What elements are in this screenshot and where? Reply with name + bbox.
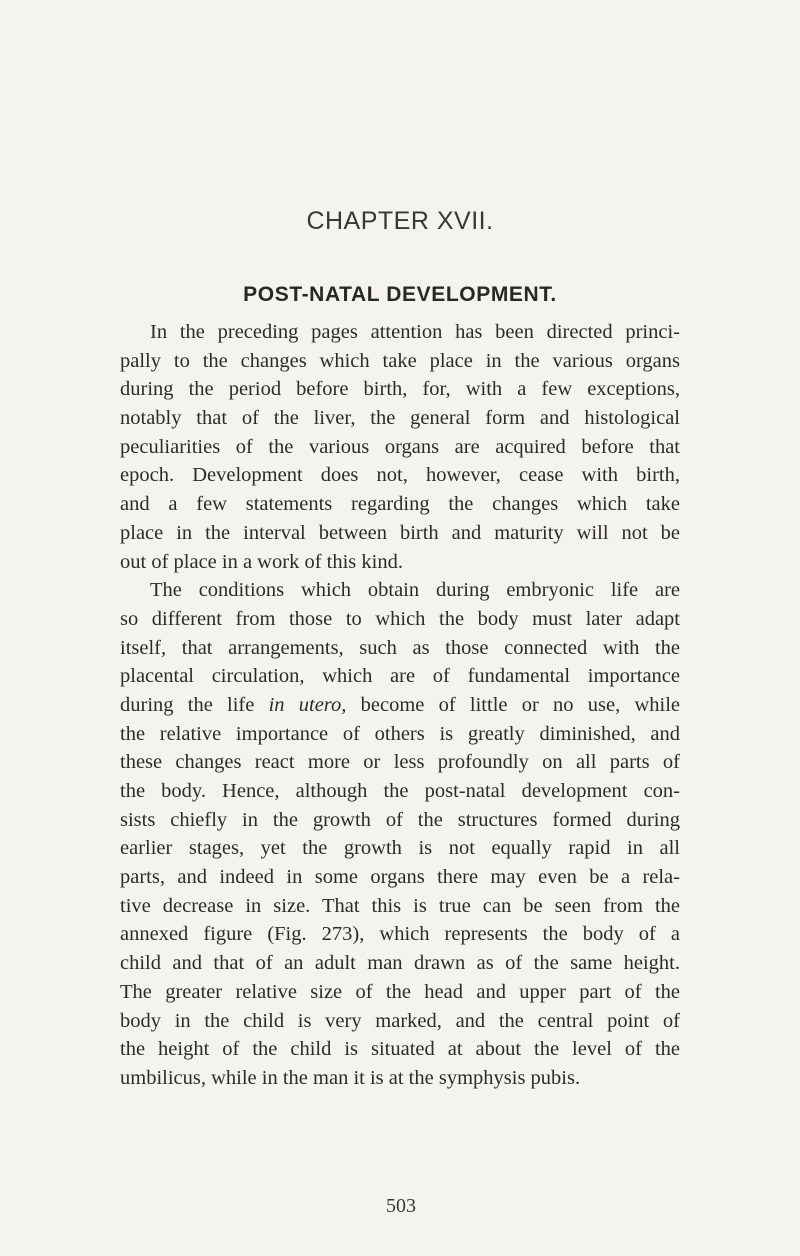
text-line: and a few statements regarding the changes which take [120, 493, 680, 516]
page-number: 503 [386, 1195, 416, 1217]
text-line-with-italic [120, 691, 680, 720]
text-line: so different from those to which the body must later adapt [120, 607, 680, 630]
italic-phrase: in utero, [268, 693, 347, 716]
paragraph-2 [120, 576, 680, 1092]
text-line: tive decrease in size. That this is true can be seen from the [120, 894, 680, 917]
text-line: sists chiefly in the growth of the structures formed during [120, 808, 680, 831]
text-line: child and that of an adult man drawn as of the same height. [120, 952, 680, 975]
body-text [120, 318, 680, 1093]
text-segment: during the life [120, 693, 269, 716]
text-line: the relative importance of others is greatly diminished, and [120, 722, 680, 745]
text-line: epoch. Development does not, however, cease with birth, [120, 464, 680, 487]
text-line: The conditions which obtain during embryonic life are [150, 579, 680, 602]
text-line: peculiarities of the various organs are acquired before that [120, 435, 680, 458]
text-line: The greater relative size of the head and upper part of the [120, 980, 680, 1003]
text-line: notably that of the liver, the general form and histological [120, 407, 680, 430]
paragraph-1 [120, 318, 680, 576]
text-line: these changes react more or less profoundly on all parts of [120, 751, 680, 774]
text-line: umbilicus, while in the man it is at the symphysis pubis. [120, 1066, 581, 1089]
text-line: In the preceding pages attention has been directed princi- [150, 321, 680, 343]
chapter-heading: CHAPTER XVII. [306, 207, 494, 235]
text-line: itself, that arrangements, such as those connected with the [120, 636, 680, 659]
text-line: annexed figure (Fig. 273), which represents the body of a [120, 923, 680, 946]
text-line: body in the child is very marked, and the central point of [120, 1009, 680, 1032]
text-line: parts, and indeed in some organs there may even be a rela- [120, 866, 680, 889]
text-line: the height of the child is situated at about the level of the [120, 1038, 680, 1061]
chapter-title: POST-NATAL DEVELOPMENT. [243, 283, 557, 306]
text-line: pally to the changes which take place in the various organs [120, 349, 680, 372]
text-line: place in the interval between birth and maturity will not be [120, 521, 680, 544]
text-line: placental circulation, which are of fundamental importance [120, 665, 680, 688]
text-line: out of place in a work of this kind. [120, 550, 403, 573]
text-line: the body. Hence, although the post-natal development con- [120, 780, 680, 802]
text-line: earlier stages, yet the growth is not equally rapid in all [120, 837, 680, 860]
text-segment: become of little or no use, while [346, 693, 680, 716]
text-line: during the period before birth, for, with a few exceptions, [120, 378, 680, 401]
